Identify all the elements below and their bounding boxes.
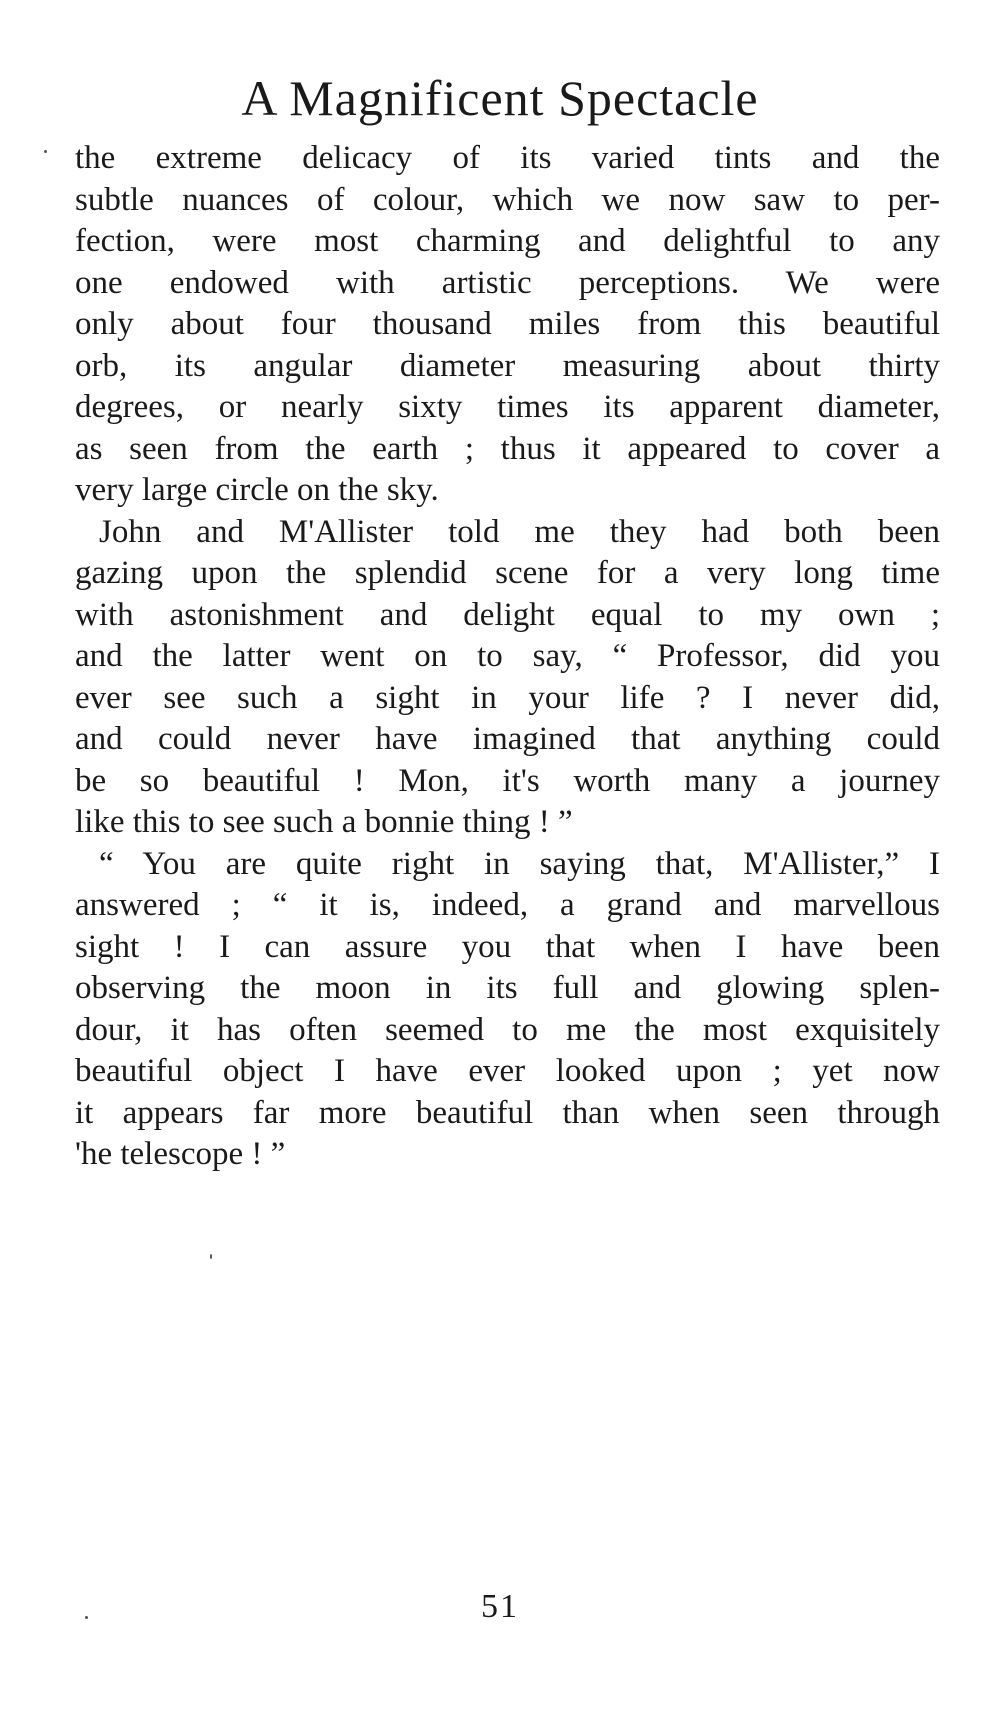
text-line: observing the moon in its full and glowing splen- [75,970,940,1006]
text-line: subtle nuances of colour, which we now saw to per- [75,181,940,218]
print-speck [210,1254,212,1259]
text-line: sight ! I can assure you that when I have been [75,928,940,965]
text-line: John and M'Allister told me they had both been [99,513,940,550]
paragraph-3 [75,844,940,1176]
text-line: with astonishment and delight equal to my own ; [75,596,940,633]
text-line: 'he telescope ! ” [75,1136,286,1172]
paragraph-1 [75,138,940,512]
text-line: it appears far more beautiful than when seen through [75,1094,940,1131]
text-line: “ You are quite right in saying that, M'Allister,” I [99,845,940,882]
text-line: ever see such a sight in your life ? I never did, [75,679,940,716]
running-head: A Magnificent Spectacle [241,70,759,126]
print-speck [44,150,47,153]
text-line: be so beautiful ! Mon, it's worth many a journey [75,762,940,799]
text-line: and the latter went on to say, “ Professor, did you [75,638,940,674]
body-text [75,138,940,1176]
text-line: answered ; “ it is, indeed, a grand and marvellous [75,887,940,923]
text-line: the extreme delicacy of its varied tints and the [75,140,940,176]
text-line: like this to see such a bonnie thing ! ” [75,804,573,840]
text-line: degrees, or nearly sixty times its apparent diameter, [75,389,940,425]
text-line: fection, were most charming and delightful to any [75,223,940,259]
text-line: beautiful object I have ever looked upon ; yet now [75,1053,940,1089]
paragraph-2 [75,512,940,844]
text-line: one endowed with artistic perceptions. We were [75,264,940,301]
text-line: only about four thousand miles from this beautiful [75,306,940,342]
text-line: as seen from the earth ; thus it appeared to cover a [75,430,940,467]
text-line: orb, its angular diameter measuring about thirty [75,347,940,384]
text-line: dour, it has often seemed to me the most exquisitely [75,1011,940,1048]
text-line: very large circle on the sky. [75,472,439,508]
page-number: 51 [481,1588,519,1625]
text-line: and could never have imagined that anything could [75,721,940,757]
text-line: gazing upon the splendid scene for a very long time [75,555,940,591]
